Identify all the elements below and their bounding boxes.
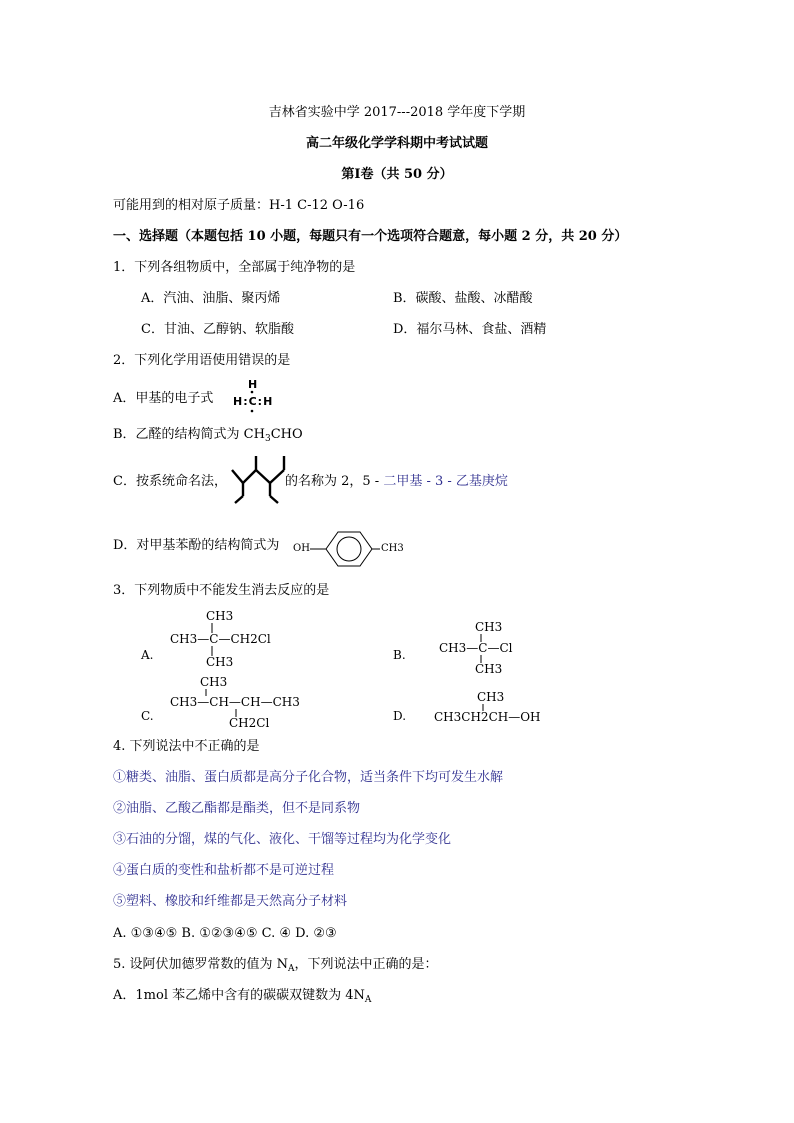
q3-b-top: CH3 (475, 620, 503, 634)
q3-a-top: CH3 (206, 609, 234, 623)
q3-a-bot: CH3 (206, 655, 234, 669)
q3-b-bot: CH3 (475, 662, 503, 676)
oh-group: OH (293, 543, 310, 554)
section1-title: 一、选择题（本题包括 10 小题，每题只有一个选项符合题意，每小题 2 分，共 20 分） (113, 229, 628, 244)
q4-statement-5: ⑤塑料、橡胶和纤维都是天然高分子材料 (113, 894, 348, 909)
q4-statement-3: ③石油的分馏，煤的气化、液化、干馏等过程均为化学变化 (113, 832, 452, 847)
q3-d-mid: CH3CH2CH—OH (434, 710, 541, 724)
q2-option-c-suffix: 的名称为 2，5 - 二甲基 - 3 - 乙基庚烷 (285, 474, 508, 489)
electron-formula-top-h: H (248, 378, 258, 391)
q3-b-mid: CH3—C—Cl (439, 641, 513, 655)
q3-option-d-label: D. (393, 709, 407, 723)
atomic-masses: 可能用到的相对原子质量：H-1 C-12 O-16 (113, 198, 365, 213)
q3-option-a-label: A. (141, 648, 154, 662)
q1-option-d: D．福尔马林、食盐、酒精 (393, 322, 547, 337)
exam-title: 高二年级化学学科期中考试试题 (305, 136, 488, 151)
q2-option-a: A．甲基的电子式 (113, 391, 214, 406)
q3-d-bonds (0, 0, 1, 1)
volume-title: 第Ⅰ卷（共 50 分） (341, 167, 453, 182)
school-header: 吉林省实验中学 2017---2018 学年度下学期 (268, 105, 526, 120)
q3-stem: 3．下列物质中不能发生消去反应的是 (113, 583, 330, 598)
q5-option-a: A．1mol 苯乙烯中含有的碳碳双键数为 $4N_A$ (113, 988, 372, 1005)
q3-c-top: CH3 (200, 675, 228, 689)
q3-option-c-label: C. (141, 709, 154, 723)
q4-statement-2: ②油脂、乙酸乙酯都是酯类，但不是同系物 (113, 801, 361, 816)
q4-statement-4: ④蛋白质的变性和盐析都不是可逆过程 (113, 863, 335, 878)
q1-option-b: B．碳酸、盐酸、冰醋酸 (393, 291, 533, 306)
q1-stem: 1．下列各组物质中，全部属于纯净物的是 (113, 260, 356, 275)
q3-option-b-label: B. (393, 648, 406, 662)
q2-stem: 2．下列化学用语使用错误的是 (113, 353, 291, 368)
q4-statement-1: ①糖类、油脂、蛋白质都是高分子化合物，适当条件下均可发生水解 (113, 770, 504, 785)
q2-option-b: B．乙醛的结构简式为 $CH_3CHO$ (113, 427, 303, 444)
q2-option-c-prefix: C．按系统命名法， (113, 474, 227, 489)
q3-c-mid: CH3—CH—CH—CH3 (170, 695, 300, 709)
q3-d-top: CH3 (477, 690, 505, 704)
q1-option-c: C．甘油、乙醇钠、软脂酸 (141, 322, 294, 337)
q3-c-bot: CH2Cl (229, 716, 270, 730)
q5-stem: 5. 设阿伏加德罗常数的值为 $N_A$，下列说法中正确的是： (113, 957, 438, 974)
q1-option-a: A．汽油、油脂、聚丙烯 (141, 291, 281, 306)
electron-formula-row: H:C:H (233, 395, 274, 408)
q4-options: A. ①③④⑤ B. ①②③④⑤ C. ④ D. ②③ (113, 926, 337, 941)
q2-option-d: D．对甲基苯酚的结构简式为 (113, 538, 280, 553)
ch3-group: CH3 (381, 543, 404, 554)
q4-stem: 4. 下列说法中不正确的是 (113, 739, 260, 754)
q3-a-mid: CH3—C—CH2Cl (170, 632, 271, 646)
